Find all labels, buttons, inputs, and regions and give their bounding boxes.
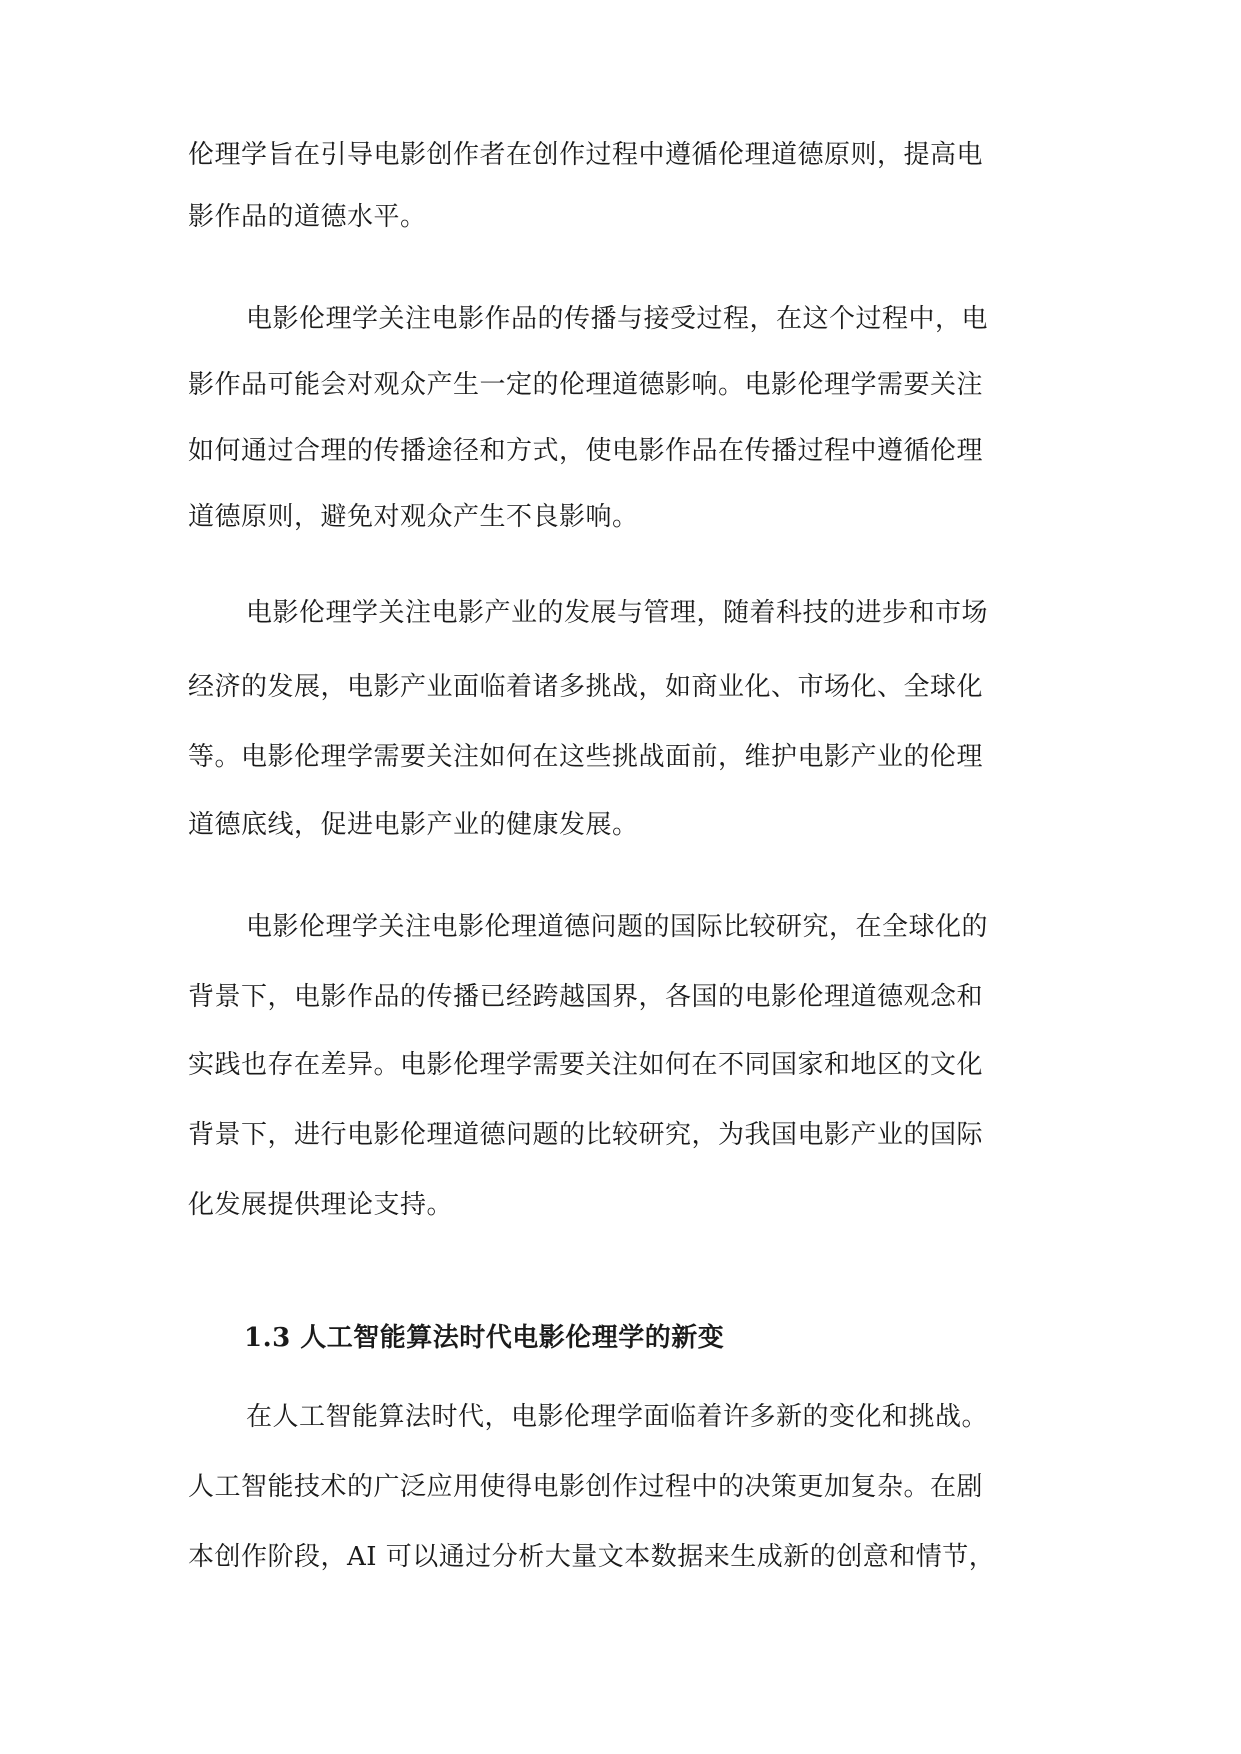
paragraph-line: 本创作阶段，AI 可以通过分析大量文本数据来生成新的创意和情节， xyxy=(188,1542,996,1572)
paragraph-line: 影作品的道德水平。 xyxy=(188,202,427,232)
paragraph-line: 电影伦理学关注电影伦理道德问题的国际比较研究，在全球化的 xyxy=(246,912,989,942)
paragraph-line: 在人工智能算法时代，电影伦理学面临着许多新的变化和挑战。 xyxy=(246,1402,989,1432)
paragraph-line: 背景下，电影作品的传播已经跨越国界，各国的电影伦理道德观念和 xyxy=(188,982,984,1012)
paragraph-line: 影作品可能会对观众产生一定的伦理道德影响。电影伦理学需要关注 xyxy=(188,370,984,400)
paragraph-line: 电影伦理学关注电影作品的传播与接受过程，在这个过程中，电 xyxy=(246,304,989,334)
paragraph-line: 经济的发展，电影产业面临着诸多挑战，如商业化、市场化、全球化 xyxy=(188,672,984,702)
paragraph-line: 背景下，进行电影伦理道德问题的比较研究，为我国电影产业的国际 xyxy=(188,1120,984,1150)
paragraph-line: 化发展提供理论支持。 xyxy=(188,1190,454,1220)
paragraph-line: 如何通过合理的传播途径和方式，使电影作品在传播过程中遵循伦理 xyxy=(188,436,984,466)
paragraph-line: 伦理学旨在引导电影创作者在创作过程中遵循伦理道德原则，提高电 xyxy=(188,140,984,170)
paragraph-line: 道德底线，促进电影产业的健康发展。 xyxy=(188,810,639,840)
paragraph-line: 实践也存在差异。电影伦理学需要关注如何在不同国家和地区的文化 xyxy=(188,1050,984,1080)
paragraph-line: 电影伦理学关注电影产业的发展与管理，随着科技的进步和市场 xyxy=(246,598,989,628)
paragraph-line: 人工智能技术的广泛应用使得电影创作过程中的决策更加复杂。在剧 xyxy=(188,1472,984,1502)
paragraph-line: 道德原则，避免对观众产生不良影响。 xyxy=(188,502,639,532)
paragraph-line: 等。电影伦理学需要关注如何在这些挑战面前，维护电影产业的伦理 xyxy=(188,742,984,772)
section-heading: 1.3 人工智能算法时代电影伦理学的新变 xyxy=(244,1323,725,1353)
